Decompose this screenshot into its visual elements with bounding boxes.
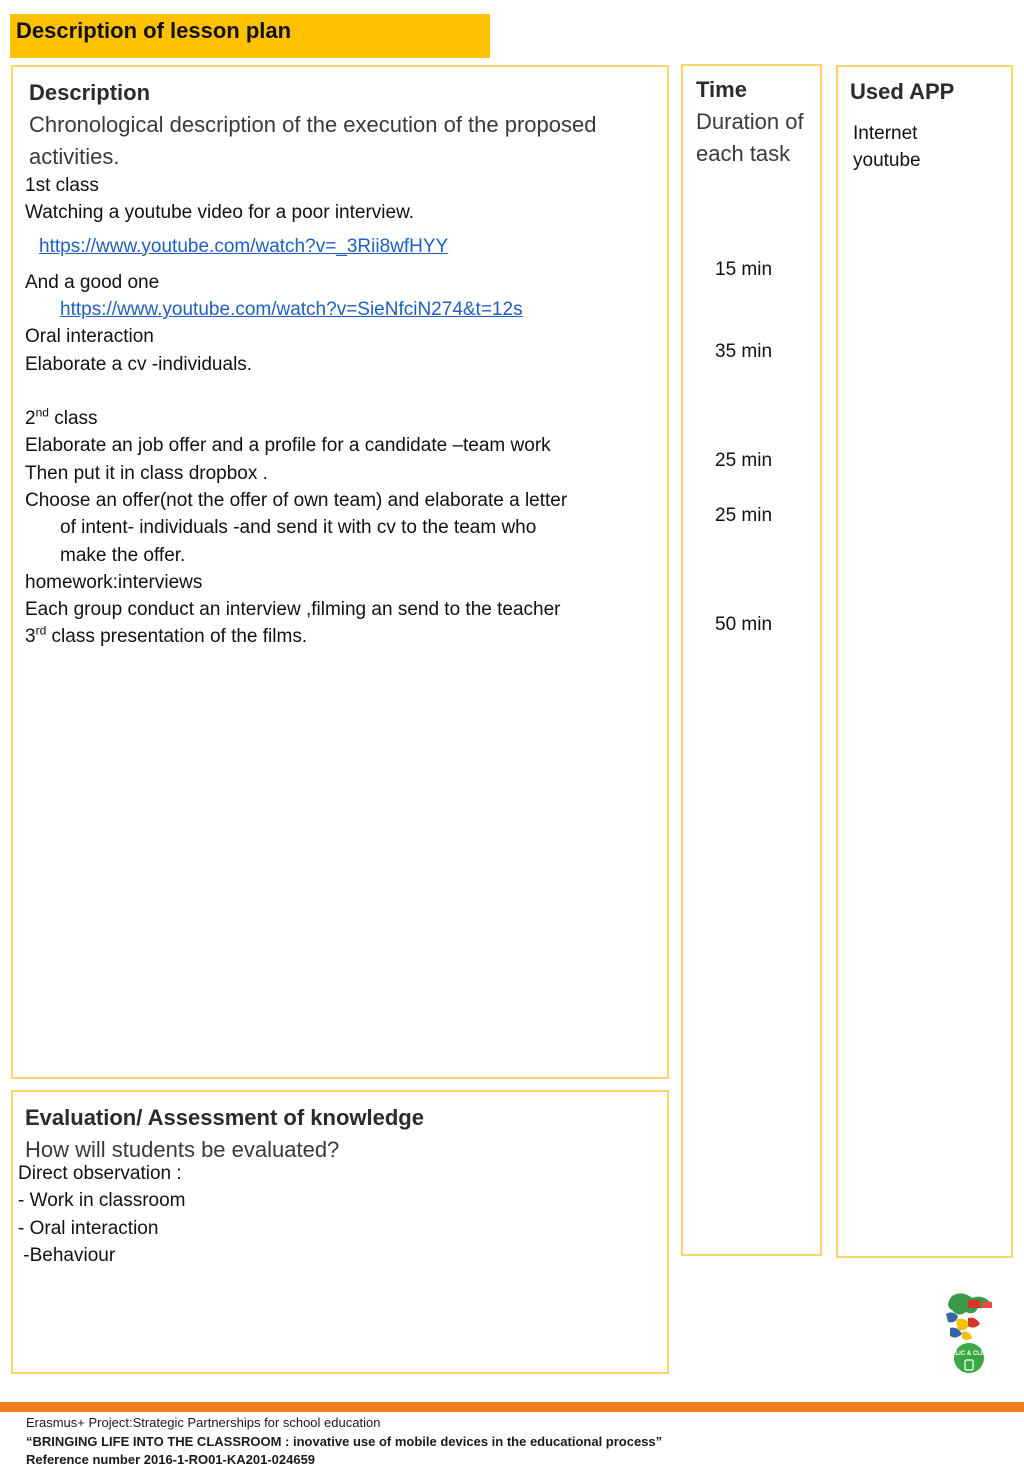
- evaluation-body: [18, 1160, 186, 1269]
- desc-line: Choose an offer(not the offer of own team) and elaborate a letter: [25, 489, 568, 511]
- used-app-item: youtube: [853, 150, 921, 172]
- desc-line: And a good one: [25, 271, 160, 293]
- desc-line: homework:interviews: [25, 571, 203, 593]
- desc-line: Each group conduct an interview ,filming an send to the teacher: [25, 599, 561, 621]
- evaluation-title: Evaluation/ Assessment of knowledge: [25, 1105, 424, 1130]
- youtube-link-good-interview[interactable]: https://www.youtube.com/watch?v=SieNfciN274&t=12s: [60, 299, 523, 321]
- used-app-item: Internet: [853, 123, 918, 144]
- footer-line-project: Erasmus+ Project:Strategic Partnerships for school education: [26, 1415, 381, 1430]
- desc-line-second-class: 2nd class: [25, 405, 98, 430]
- description-body: [25, 172, 665, 651]
- description-title: Description: [29, 80, 151, 105]
- evaluation-line: Direct observation :: [18, 1163, 182, 1184]
- desc-line: Oral interaction: [25, 326, 154, 348]
- used-app-panel: [836, 65, 1013, 1258]
- desc-line: of intent- individuals -and send it with cv to the team who: [60, 517, 537, 539]
- desc-line: Then put it in class dropbox .: [25, 462, 268, 484]
- time-subtitle: Duration of each task: [696, 109, 804, 166]
- evaluation-panel: [11, 1090, 669, 1374]
- time-title: Time: [696, 77, 747, 102]
- footer-line-reference: Reference number 2016-1-RO01-KA201-024659: [26, 1452, 316, 1467]
- used-app-heading: [850, 76, 954, 108]
- desc-line: 1st class: [25, 175, 99, 196]
- time-heading: [696, 74, 816, 170]
- time-value: 35 min: [715, 341, 773, 362]
- footer-line-title: “BRINGING LIFE INTO THE CLASSROOM : inovative use of mobile devices in the educational process”: [26, 1433, 663, 1449]
- project-logo: [938, 1290, 1000, 1374]
- description-panel: [11, 65, 669, 1079]
- evaluation-line: - Work in classroom: [18, 1190, 186, 1212]
- evaluation-heading: [25, 1102, 645, 1166]
- desc-line: Elaborate a cv -individuals.: [25, 353, 253, 375]
- description-subtitle: Chronological description of the execution of the proposed activities.: [29, 112, 597, 169]
- time-panel: [681, 64, 822, 1256]
- desc-line: Elaborate an job offer and a profile for a candidate –team work: [25, 435, 551, 457]
- footer: [26, 1414, 926, 1470]
- logo-text: BLIC & CLIC: [951, 1351, 987, 1357]
- desc-line: make the offer.: [60, 544, 186, 566]
- page-title: Description of lesson plan: [10, 14, 490, 58]
- time-value: 15 min: [715, 259, 773, 280]
- evaluation-subtitle: How will students be evaluated?: [25, 1137, 340, 1162]
- evaluation-line: - Oral interaction: [18, 1217, 159, 1239]
- time-value: 50 min: [715, 614, 773, 635]
- time-value: 25 min: [715, 505, 773, 526]
- description-heading: [29, 77, 649, 173]
- used-app-list: [853, 120, 921, 175]
- desc-line-third-class: 3rd class presentation of the films.: [25, 624, 308, 648]
- footer-divider: [0, 1402, 1024, 1412]
- used-app-title: Used APP: [850, 79, 955, 104]
- time-value: 25 min: [715, 450, 773, 471]
- desc-line: Watching a youtube video for a poor interview.: [25, 202, 415, 224]
- youtube-link-poor-interview[interactable]: https://www.youtube.com/watch?v=_3Rii8wfHYY: [39, 235, 449, 257]
- evaluation-line: -Behaviour: [18, 1244, 116, 1266]
